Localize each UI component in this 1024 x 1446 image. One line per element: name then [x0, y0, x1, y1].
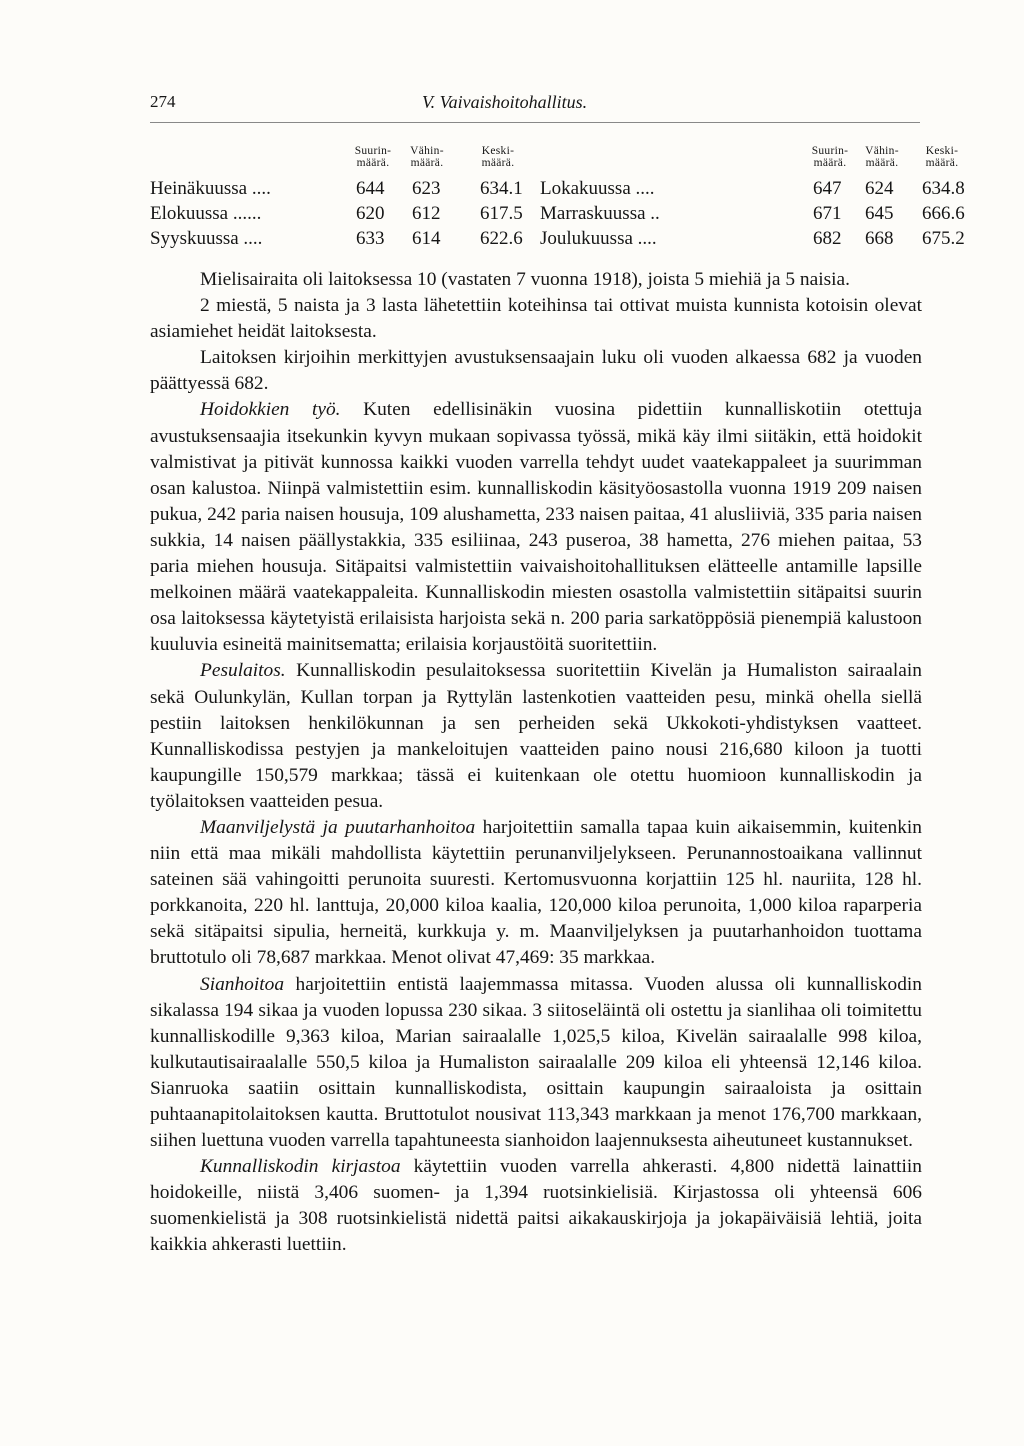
header-rule	[150, 122, 920, 123]
row-max: 682	[813, 228, 842, 249]
paragraph-pesulaitos: Pesulaitos. Kunnalliskodin pesulaitoksessa suoritettiin Kivelän ja Humaliston sairaalain sekä Oulunkylän, Kullan torpan ja Ryttylän lastenkotien vaatteiden pesu, minkä ohella siellä pestiin laitoksen henkilökunnan ja sen perheiden sekä Ukkokoti-yhdistyksen vaatteet. Kunnalliskodissa pestyjen ja mankeloitujen vaatteiden paino nousi 216,680 kiloon ja tuotti kaupungille 150,579 markkaa; tässä ei kuitenkaan ole otettu huomioon kunnalliskodin ja työlaitoksen vaatteiden pesua.	[150, 660, 922, 812]
paragraph-heading: Sianhoitoa	[200, 973, 285, 995]
col-header-max-right: Suurin- määrä.	[811, 145, 849, 169]
paragraph-heading: Hoidokkien työ.	[200, 399, 341, 421]
col-header-avg-left: Keski- määrä.	[481, 145, 515, 169]
row-min: 623	[412, 178, 441, 199]
paragraph-heading: Kunnalliskodin kirjastoa	[200, 1156, 401, 1178]
row-month: Lokakuussa ....	[540, 178, 655, 199]
paragraph: 2 miestä, 5 naista ja 3 lasta lähetettiin koteihinsa tai ottivat muista kunnista kotoisin olevat asiamiehet heidät laitoksesta.	[150, 295, 922, 343]
statistics-table	[150, 145, 965, 255]
row-max: 620	[356, 203, 385, 224]
row-min: 668	[865, 228, 894, 249]
col-header-max-left: Suurin- määrä.	[354, 145, 392, 169]
row-month: Syyskuussa ....	[150, 228, 263, 249]
row-max: 671	[813, 203, 842, 224]
row-min: 612	[412, 203, 441, 224]
row-month: Joulukuussa ....	[540, 228, 657, 249]
paragraph-sianhoito: Sianhoitoa harjoitettiin entistä laajemmassa mitassa. Vuoden alussa oli kunnalliskodin sikalassa 194 sikaa ja vuoden lopussa 230 sikaa. 3 siitoseläintä oli ostettu ja sianlihaa oli toimitettu kunnalliskodille 9,363 kiloa, Marian sairaalalle 1,025,5 kiloa, Kivelän sairaalalle 998 kiloa, kulkutautisairaalalle 550,5 kiloa ja Humaliston sairaalalle 209 kiloa eli yhteensä 12,146 kiloa. Sianruoka saatiin osittain kunnalliskodista, osittain kaupungin sairaaloista ja osittain puhtaanapitolaitoksen kautta. Bruttotulot nousivat 113,343 markkaan ja menot 176,700 markkaan, siihen luettuna vuoden varrella tapahtuneesta sianhoidon laajennuksesta aiheutuneet kustannukset.	[150, 973, 922, 1152]
col-header-min-right: Vähin- määrä.	[865, 145, 899, 169]
row-min: 645	[865, 203, 894, 224]
col-header-min-left: Vähin- määrä.	[410, 145, 444, 169]
row-max: 647	[813, 178, 842, 199]
body-text	[150, 267, 922, 1259]
running-header	[150, 88, 920, 118]
paragraph: Laitoksen kirjoihin merkittyjen avustuksensaajain luku oli vuoden alkaessa 682 ja vuoden päättyessä 682.	[150, 347, 922, 395]
row-avg: 666.6	[922, 203, 965, 224]
row-avg: 634.8	[922, 178, 965, 199]
row-min: 624	[865, 178, 894, 199]
paragraph-kirjasto: Kunnalliskodin kirjastoa käytettiin vuoden varrella ahkerasti. 4,800 nidettä lainattiin hoidokeille, niistä 3,406 suomen- ja 1,394 ruotsinkielisiä. Kirjastossa oli yhteensä 606 suomenkielistä ja 308 ruotsinkielistä nidettä paitsi aikakauskirjoja ja jokapäiväisiä lehtiä, joita kaikkia ahkerasti luettiin.	[150, 1156, 922, 1256]
paragraph-heading: Pesulaitos.	[200, 660, 286, 682]
row-month: Heinäkuussa ....	[150, 178, 271, 199]
page-number: 274	[150, 92, 176, 111]
row-max: 644	[356, 178, 385, 199]
paragraph-heading: Maanviljelystä ja puutarhanhoitoa	[200, 816, 476, 838]
row-avg: 617.5	[480, 203, 523, 224]
paragraph: Mielisairaita oli laitoksessa 10 (vastaten 7 vuonna 1918), joista 5 miehiä ja 5 naisia.	[200, 269, 850, 290]
row-avg: 622.6	[480, 228, 523, 249]
paragraph-maanviljelys: Maanviljelystä ja puutarhanhoitoa harjoitettiin samalla tapaa kuin aikaisemmin, kuitenkin niin että maa mikäli mahdollista käytettiin perunanviljelykseen. Perunannostoaikana vallinnut sateinen sää vahingoitti perunoita suuresti. Kertomusvuonna korjattiin 125 hl. nauriita, 128 hl. porkkanoita, 220 hl. lanttuja, 20,000 kiloa kaalia, 120,000 kiloa perunoita, 1,000 kiloa raparperia sekä sitäpaitsi sipulia, herneitä, kurkkuja y. m. Maanviljelyksen ja puutarhanhoidon tuottama bruttotulo oli 78,687 markkaa. Menot olivat 47,469: 35 markkaa.	[150, 816, 922, 969]
row-month: Marraskuussa ..	[540, 203, 660, 224]
row-avg: 634.1	[480, 178, 523, 199]
row-month: Elokuussa ......	[150, 203, 262, 224]
row-avg: 675.2	[922, 228, 965, 249]
paragraph-hoidokkien-tyo: Hoidokkien työ. Kuten edellisinäkin vuosina pidettiin kunnalliskotiin otettuja avustuksensaajia itsekunkin kyvyn mukaan sopivassa työssä, mikä käy ilmi siitäkin, että hoidokit valmistivat ja pitivät kunnossa kaikki vuoden varrella tehdyt uudet vaatekappaleet ja suurimman osan kalustoa. Niinpä valmistettiin esim. kunnalliskodin käsityöosastolla vuonna 1919 209 naisen pukua, 242 paria naisen housuja, 109 alushametta, 233 naisen paitaa, 41 alusliiviä, 335 paria naisen sukkia, 14 naisen päällystakkia, 335 esiliinaa, 243 puseroa, 38 hametta, 276 miehen paitaa, 53 paria miehen housuja. Sitäpaitsi valmistettiin vaivaishoitohallituksen elätteelle antamille lapsille melkoinen määrä vaatekappaleita. Kunnalliskodin miesten osastolla valmistettiin sitäpaitsi suurin osa laitoksessa käytetyistä erilaisista harjoista sekä n. 200 paria sarkatöppösiä pienempiä kalustoon kuuluvia esineitä mainitsematta; erilaisia korjaustöitä suoritettiin.	[150, 399, 922, 656]
row-min: 614	[412, 228, 441, 249]
row-max: 633	[356, 228, 385, 249]
col-header-avg-right: Keski- määrä.	[925, 145, 959, 169]
chapter-title: V. Vaivaishoitohallitus.	[422, 92, 588, 112]
